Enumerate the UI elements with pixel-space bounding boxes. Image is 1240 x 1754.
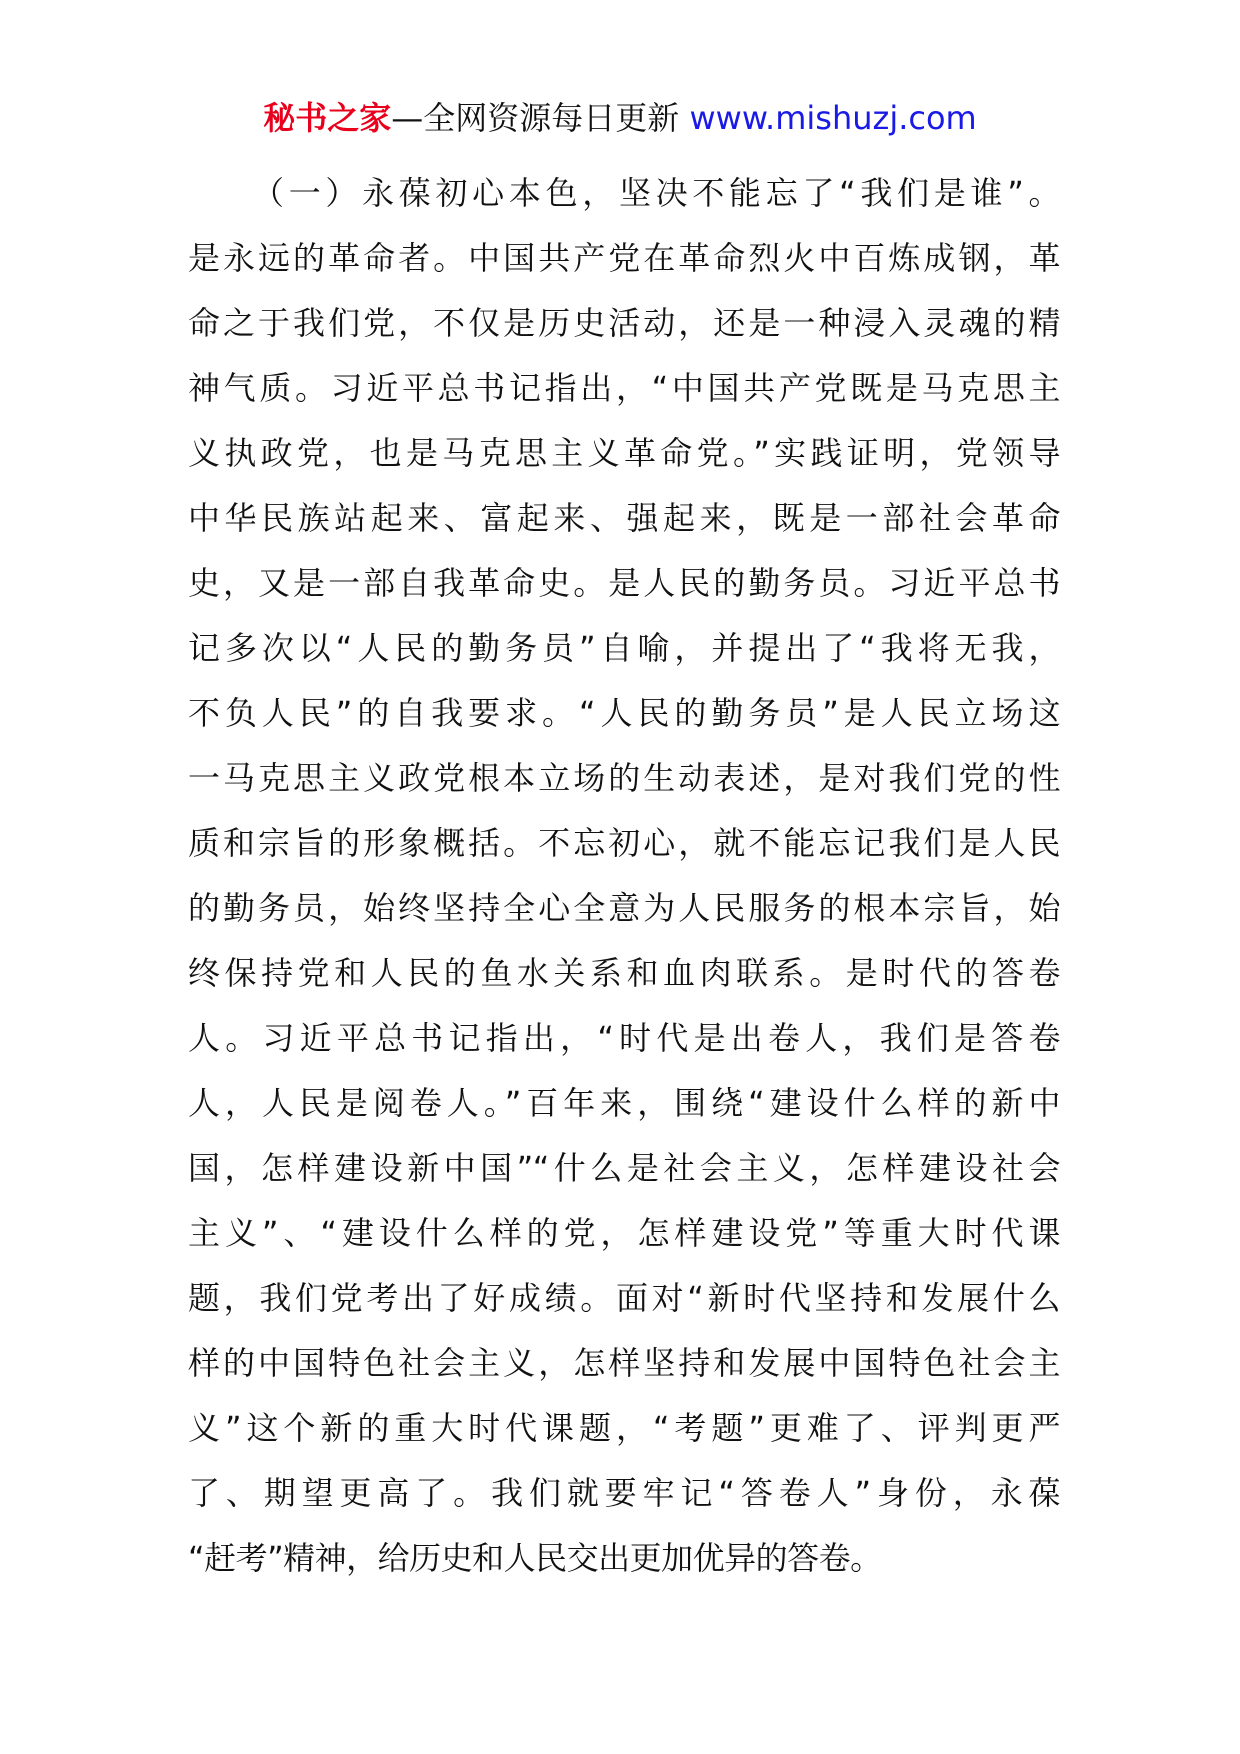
text-line: 的勤务员，始终坚持全心全意为人民服务的根本宗旨，始 bbox=[188, 889, 1060, 927]
text-line: 义”这个新的重大时代课题，“考题”更难了、评判更严 bbox=[188, 1409, 1060, 1447]
site-header bbox=[0, 96, 1240, 140]
site-url-link[interactable]: www.mishuzj.com bbox=[689, 99, 977, 137]
text-line: 人。习近平总书记指出，“时代是出卷人，我们是答卷 bbox=[188, 1019, 1060, 1057]
text-line: 样的中国特色社会主义，怎样坚持和发展中国特色社会主 bbox=[188, 1344, 1060, 1382]
text-line: 记多次以“人民的勤务员”自喻，并提出了“我将无我， bbox=[188, 629, 1060, 667]
text-line: 中华民族站起来、富起来、强起来，既是一部社会革命 bbox=[188, 499, 1060, 537]
text-line: 史，又是一部自我革命史。是人民的勤务员。习近平总书 bbox=[188, 564, 1060, 602]
text-line: 是永远的革命者。中国共产党在革命烈火中百炼成钢，革 bbox=[188, 239, 1060, 277]
body-paragraph bbox=[188, 161, 1060, 1591]
text-line: 了、期望更高了。我们就要牢记“答卷人”身份，永葆 bbox=[188, 1474, 1060, 1512]
text-line: 不负人民”的自我要求。“人民的勤务员”是人民立场这 bbox=[188, 694, 1060, 732]
text-line: 终保持党和人民的鱼水关系和血肉联系。是时代的答卷 bbox=[188, 954, 1060, 992]
text-line: 一马克思主义政党根本立场的生动表述，是对我们党的性 bbox=[188, 759, 1060, 797]
brand-name: 秘书之家 bbox=[263, 99, 392, 137]
text-line: 国，怎样建设新中国”“什么是社会主义，怎样建设社会 bbox=[188, 1149, 1060, 1187]
text-line: 命之于我们党，不仅是历史活动，还是一种浸入灵魂的精 bbox=[188, 304, 1060, 342]
text-line: 神气质。习近平总书记指出，“中国共产党既是马克思主 bbox=[188, 369, 1060, 407]
text-line: 义执政党，也是马克思主义革命党。”实践证明，党领导 bbox=[188, 434, 1060, 472]
text-line: 题，我们党考出了好成绩。面对“新时代坚持和发展什么 bbox=[188, 1279, 1060, 1317]
text-line: 主义”、“建设什么样的党，怎样建设党”等重大时代课 bbox=[188, 1214, 1060, 1252]
text-line: 人，人民是阅卷人。”百年来，围绕“建设什么样的新中 bbox=[188, 1084, 1060, 1122]
text-line: （一）永葆初心本色，坚决不能忘了“我们是谁”。 bbox=[252, 174, 1060, 212]
text-line: “赶考”精神，给历史和人民交出更加优异的答卷。 bbox=[188, 1539, 882, 1577]
header-tagline: —全网资源每日更新 bbox=[391, 99, 690, 137]
text-line: 质和宗旨的形象概括。不忘初心，就不能忘记我们是人民 bbox=[188, 824, 1060, 862]
